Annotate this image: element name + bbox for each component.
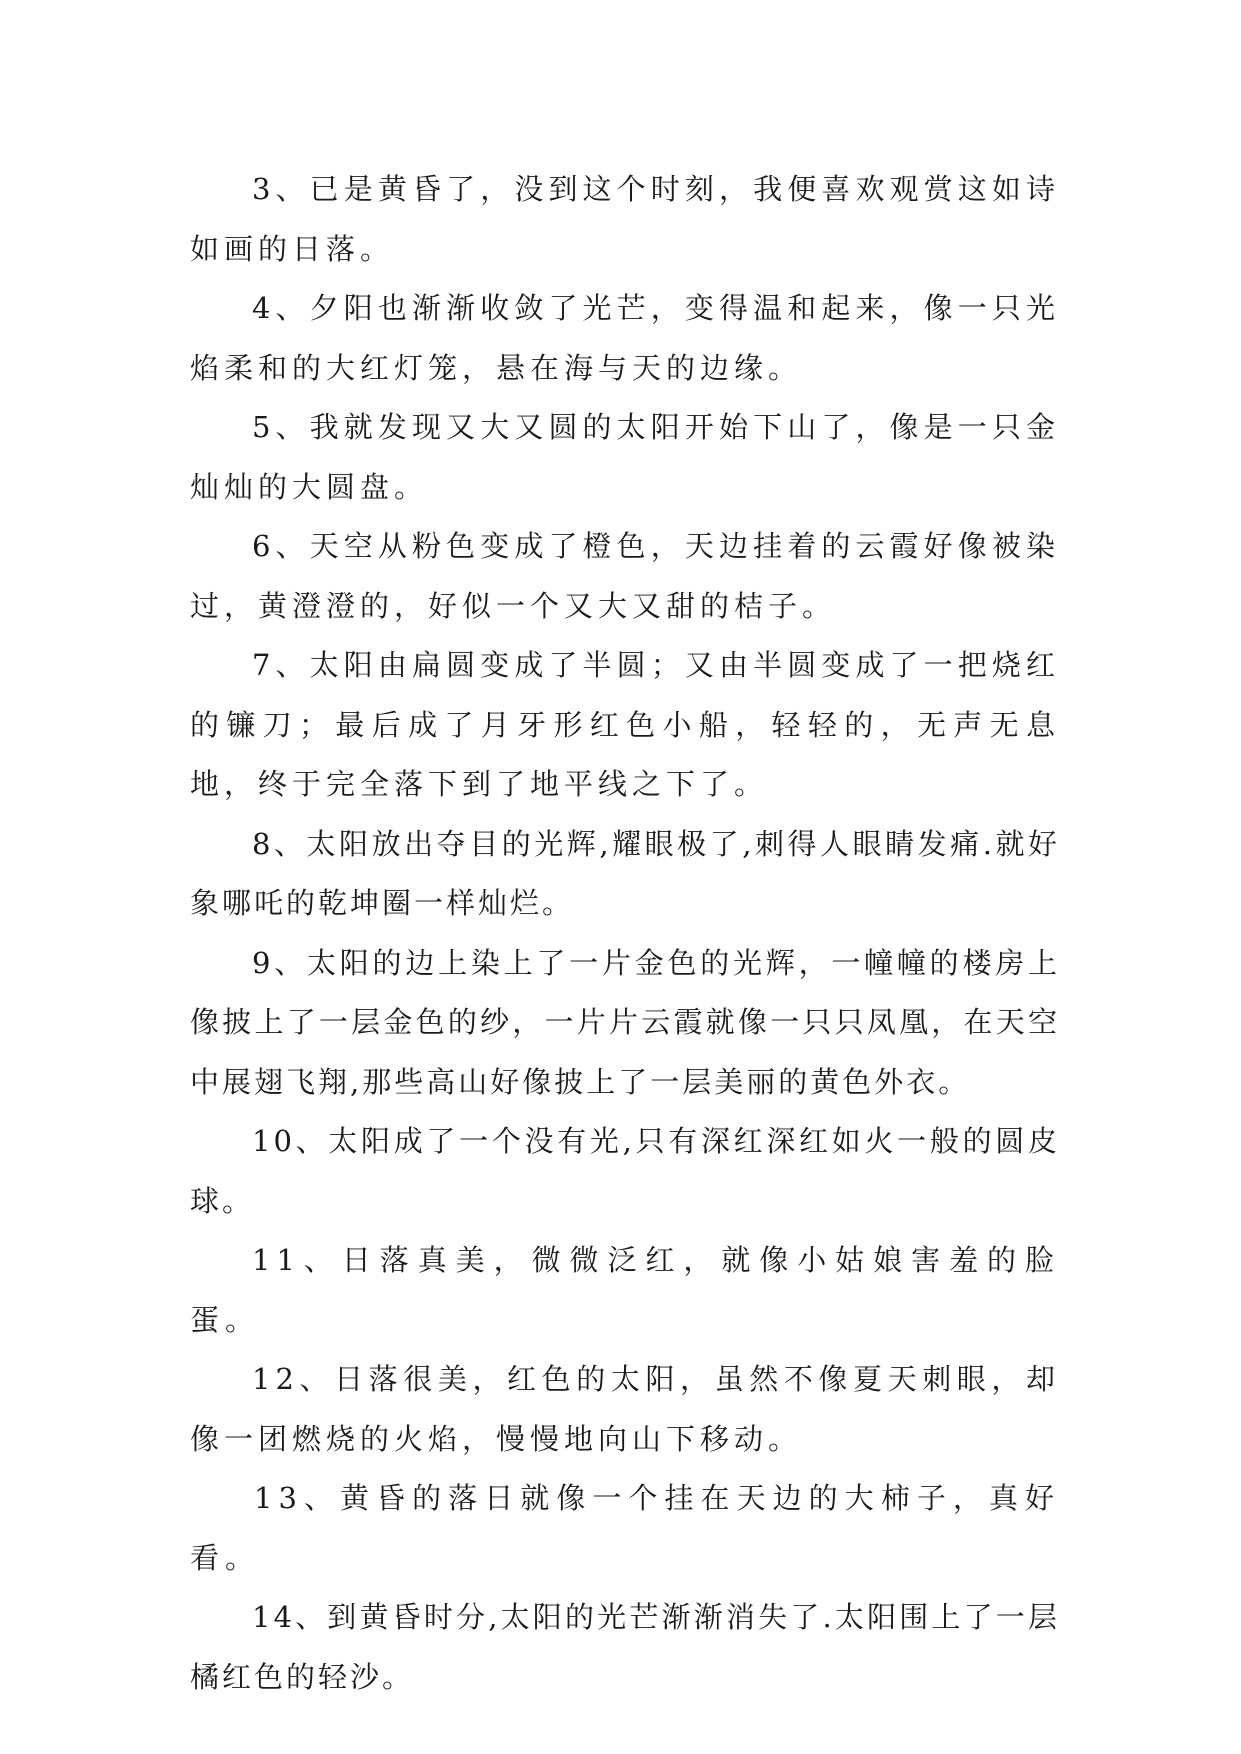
paragraph-9: 9、太阳的边上染上了一片金色的光辉，一幢幢的楼房上像披上了一层金色的纱，一片片云霞就像一只只凤凰，在天空中展翅飞翔,那些高山好像披上了一层美丽的黄色外衣。 [190, 945, 1060, 1099]
paragraph-10: 10、太阳成了一个没有光,只有深红深红如火一般的圆皮球。 [190, 1124, 1060, 1218]
paragraph-12: 12、日落很美，红色的太阳，虽然不像夏天刺眼，却像一团燃烧的火焰，慢慢地向山下移动。 [190, 1362, 1060, 1456]
paragraph-7: 7、太阳由扁圆变成了半圆；又由半圆变成了一把烧红的镰刀；最后成了月牙形红色小船，轻轻的，无声无息地，终于完全落下到了地平线之下了。 [190, 648, 1060, 801]
paragraph-13: 13、黄昏的落日就像一个挂在天边的大柿子，真好看。 [190, 1481, 1060, 1575]
paragraph-6: 6、天空从粉色变成了橙色，天边挂着的云霞好像被染过，黄澄澄的，好似一个又大又甜的桔子。 [190, 529, 1060, 623]
paragraph-3: 3、已是黄昏了，没到这个时刻，我便喜欢观赏这如诗如画的日落。 [190, 172, 1060, 266]
paragraph-5: 5、我就发现又大又圆的太阳开始下山了，像是一只金灿灿的大圆盘。 [190, 410, 1060, 504]
document-body [190, 160, 1060, 1707]
paragraph-11: 11、日落真美，微微泛红，就像小姑娘害羞的脸蛋。 [190, 1243, 1060, 1337]
paragraph-4: 4、夕阳也渐渐收敛了光芒，变得温和起来，像一只光焰柔和的大红灯笼，悬在海与天的边缘。 [190, 291, 1060, 385]
paragraph-14: 14、到黄昏时分,太阳的光芒渐渐消失了.太阳围上了一层橘红色的轻沙。 [190, 1600, 1060, 1694]
paragraph-8: 8、太阳放出夺目的光辉,耀眼极了,刺得人眼睛发痛.就好象哪吒的乾坤圈一样灿烂。 [190, 826, 1060, 920]
